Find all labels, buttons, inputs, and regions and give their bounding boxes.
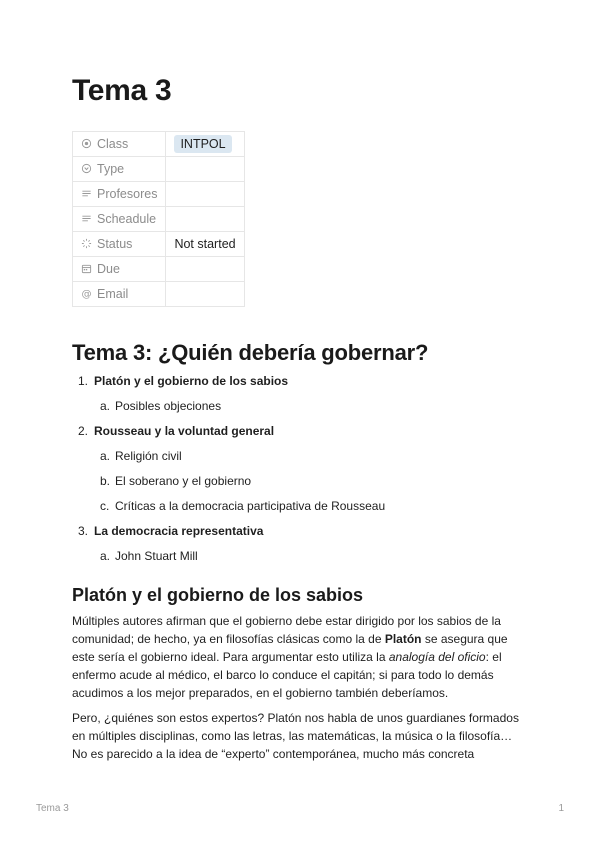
status-spinner-icon: [81, 238, 92, 249]
section-heading: Tema 3: ¿Quién debería gobernar?: [72, 340, 429, 365]
toc-sublabel: Posibles objeciones: [115, 399, 222, 413]
property-label: Scheadule: [97, 212, 157, 226]
property-row-status: [73, 232, 245, 257]
toc-letter: a.: [100, 449, 111, 463]
property-label: Type: [97, 162, 125, 176]
property-row-email: [73, 282, 245, 307]
property-row-scheadule: [73, 207, 245, 232]
toc-subitem[interactable]: [72, 397, 385, 422]
toc-label: La democracia representativa: [94, 524, 264, 538]
paragraph-line: en múltiples disciplinas, como las letras, las matemáticas, la música o la filosofía…: [72, 729, 513, 743]
property-value[interactable]: [166, 282, 244, 307]
paragraph-line: enfermo acude al médico, el barco lo conduce el capitán; si para todo lo demás: [72, 668, 494, 682]
property-value[interactable]: [166, 182, 244, 207]
toc-number: 1.: [78, 374, 89, 388]
toc-number: 3.: [78, 524, 89, 538]
paragraph-line: este sería el gobierno ideal. Para argumentar esto utiliza la analogía del oficio: el: [72, 650, 502, 664]
at-sign-icon: [81, 288, 92, 299]
toc-subitem[interactable]: [72, 447, 385, 472]
property-value[interactable]: [166, 207, 244, 232]
text-lines-icon: [81, 188, 92, 199]
page-number: 1: [558, 803, 564, 814]
property-label: Profesores: [97, 187, 158, 201]
property-label: Class: [97, 137, 129, 151]
properties-table: [72, 131, 245, 307]
property-row-class: [73, 132, 245, 157]
property-row-profesores: [73, 182, 245, 207]
property-label: Email: [97, 287, 129, 301]
toc-sublabel: Críticas a la democracia participativa de Rousseau: [115, 499, 386, 513]
paragraph-line: Pero, ¿quiénes son estos expertos? Platón nos habla de unos guardianes formados: [72, 711, 519, 725]
circle-dot-icon: [81, 138, 92, 149]
toc-sublabel: John Stuart Mill: [115, 549, 198, 563]
toc-letter: a.: [100, 549, 111, 563]
paragraph-line: comunidad; de hecho, ya en filosofías clásicas como la de Platón se asegura que: [72, 632, 508, 646]
toc-subitem[interactable]: [72, 497, 385, 522]
toc-item[interactable]: [72, 422, 385, 447]
subsection-heading: Platón y el gobierno de los sabios: [72, 585, 364, 605]
toc-number: 2.: [78, 424, 89, 438]
paragraph: [72, 612, 532, 702]
toc-sublabel: Religión civil: [115, 449, 182, 463]
table-of-contents: [72, 372, 385, 572]
page-title: Tema 3: [72, 74, 172, 107]
paragraph-line: No es parecido a la idea de “experto” contemporánea, mucho más concreta: [72, 747, 475, 761]
toc-subitem[interactable]: [72, 472, 385, 497]
status-value[interactable]: Not started: [166, 232, 244, 257]
property-label: Status: [97, 237, 133, 251]
toc-letter: b.: [100, 474, 111, 488]
circle-chevron-icon: [81, 163, 92, 174]
calendar-icon: [81, 263, 92, 274]
property-value[interactable]: [166, 157, 244, 182]
paragraph-line: acudimos a los mejor preparados, en el gobierno también deberíamos.: [72, 686, 449, 700]
property-value[interactable]: [166, 257, 244, 282]
toc-label: Rousseau y la voluntad general: [94, 424, 275, 438]
toc-subitem[interactable]: [72, 547, 385, 572]
footer-title: Tema 3: [36, 803, 69, 814]
italic-text: analogía del oficio: [388, 650, 486, 664]
svg-text:@: @: [81, 289, 92, 299]
bold-text: Platón: [384, 632, 422, 646]
text-lines-icon: [81, 213, 92, 224]
property-row-type: [73, 157, 245, 182]
property-label: Due: [97, 262, 120, 276]
toc-item[interactable]: [72, 522, 385, 547]
paragraph-line: Múltiples autores afirman que el gobierno debe estar dirigido por los sabios de la: [72, 614, 501, 628]
property-row-due: [73, 257, 245, 282]
paragraph: [72, 709, 532, 763]
toc-sublabel: El soberano y el gobierno: [115, 474, 252, 488]
toc-item[interactable]: [72, 372, 385, 397]
toc-letter: c.: [100, 499, 110, 513]
toc-letter: a.: [100, 399, 111, 413]
toc-label: Platón y el gobierno de los sabios: [94, 374, 289, 388]
class-tag[interactable]: INTPOL: [174, 135, 231, 153]
